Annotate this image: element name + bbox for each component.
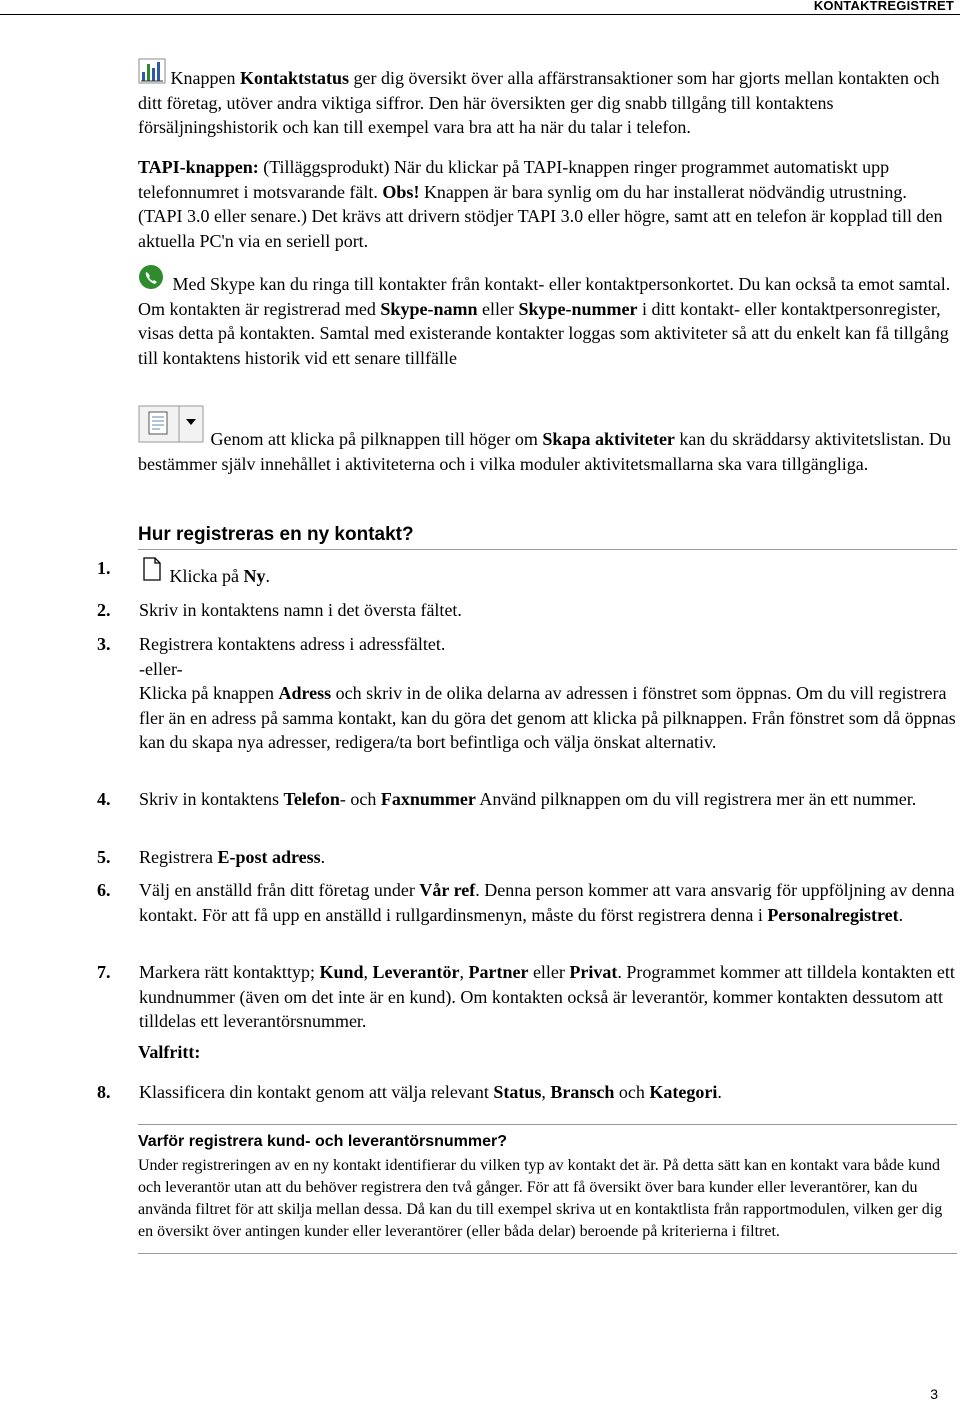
new-document-icon[interactable] [139, 556, 165, 589]
skype-namn: Skype-namn [380, 298, 478, 319]
step-6-t3: . [898, 904, 904, 925]
step-7-b1: Kund [319, 962, 364, 982]
skype-nummer: Skype-nummer [518, 298, 638, 319]
step-4-b2: Faxnummer [380, 789, 476, 809]
step-6-t1: Välj en anställd från ditt företag under [139, 880, 420, 900]
step-text [139, 960, 957, 1034]
aktiviteter-text1: Genom att klicka på pilknappen till höger om [210, 429, 543, 449]
step-4-b1: Telefon [283, 789, 340, 809]
note-box [138, 1124, 957, 1254]
skapa-aktiviteter: Skapa aktiviteter [542, 429, 675, 449]
step-1-t2: . [265, 566, 270, 586]
step-number: 6. [97, 880, 111, 900]
skype-paragraph [138, 264, 953, 370]
step-text [139, 845, 957, 870]
step-text [139, 787, 957, 812]
step-3-t3: och skriv in de olika delarna av adressen i fönstret som öppnas. Om du vill registrera fler än en adress på samma kontakt, kan du göra det genom att klicka på pilknappen. Från fönstret som då öppnas kan du skapa nya adresser, redigera/ta bort befintliga och välja önskat alternativ. [139, 683, 956, 752]
step-7-b4: Privat [569, 962, 618, 982]
step-8-t4: . [717, 1082, 722, 1102]
step-8-b1: Status [493, 1082, 542, 1102]
step-3-t2: Klicka på knappen [139, 683, 279, 703]
tapi-obs: Obs! [382, 181, 420, 202]
header-title: KONTAKTREGISTRET [813, 0, 954, 13]
step-text [139, 632, 957, 755]
step-3-eller: -eller- [139, 658, 183, 679]
step-8-b3: Kategori [649, 1082, 718, 1102]
step-7-t3: , [459, 962, 469, 982]
valfritt-label: Valfritt: [138, 1042, 201, 1062]
step-6-b1: Vår ref [419, 880, 476, 900]
step-8-t1: Klassificera din kontakt genom att välja relevant [139, 1082, 494, 1102]
step-1-t1: Klicka på [169, 566, 244, 586]
step-text [139, 556, 957, 589]
step-4-t1: Skriv in kontaktens [139, 789, 284, 809]
aktiviteter-paragraph [138, 405, 953, 476]
step-5-t2: . [320, 847, 326, 867]
step-number: 1. [97, 558, 111, 578]
step-number: 5. [97, 847, 111, 867]
step-number: 8. [97, 1082, 111, 1102]
step-number: 3. [97, 634, 111, 654]
kontaktstatus-bold: Kontaktstatus [239, 68, 350, 88]
skype-text2: eller [477, 298, 519, 319]
bar-chart-icon[interactable] [138, 58, 166, 91]
step-text [139, 878, 957, 927]
tapi-bold: TAPI-knappen: [138, 157, 259, 177]
note-text: Under registreringen av en ny kontakt identifierar du vilken typ av kontakt det är. På detta sätt kan en kontakt vara både kund och leverantör utan att du behöver registrera den två gånger. För att få översikt över bara kunder eller leverantörer, kan du använda filtret för att skilja mellan dessa. Då kan du till exempel skriva ut en kontaktlista från rapportmodulen, vilken ger dig en översikt över antingen kunder eller leverantörer (eller båda delar) beroende på kriterierna i filtret. [138, 1157, 943, 1240]
tapi-text2: Knappen är bara synlig om du har installerat nödvändig utrustning. (TAPI 3.0 eller senare.) Det krävs att drivern stödjer TAPI 3.0 eller högre, samt att en telefon är kopplad till den aktuella PC'n via en seriell port. [138, 181, 943, 251]
step-7-t1: Markera rätt kontakttyp; [139, 962, 320, 982]
step-7-b2: Leverantör [372, 962, 460, 982]
step-2-t1: Skriv in kontaktens namn i det översta fältet. [139, 600, 462, 620]
step-7-t2: , [363, 962, 373, 982]
aktiviteter-text2: kan du skräddarsy aktivitetslistan. Du bestämmer själv innehållet i aktiviteterna och i vilka moduler aktivitetsmallarna ska vara tillgängliga. [138, 429, 951, 474]
step-1-b1: Ny [243, 566, 266, 586]
step-number: 4. [97, 789, 111, 809]
step-text [139, 598, 957, 623]
step-text [139, 1080, 957, 1105]
step-8-t2: , [541, 1082, 551, 1102]
kontaktstatus-paragraph [138, 58, 953, 140]
document-dropdown-icon[interactable] [138, 405, 206, 452]
step-7-t4: eller [528, 962, 570, 982]
step-4-t3: Använd pilknappen om du vill registrera mer än ett nummer. [475, 789, 917, 809]
phone-icon[interactable] [138, 264, 168, 297]
step-7-t5: . Programmet kommer att tilldela kontakten ett kundnummer (även om det inte är en kund). Om kontakten också är leverantör, kommer kontakten dessutom att tilldelas ett leverantörsnummer. [139, 962, 955, 1031]
skype-text1: Med Skype kan du ringa till kontakter från kontakt- eller kontaktpersonkortet. Du kan också ta emot samtal. Om kontakten är registrerad med [138, 274, 951, 319]
step-number: 2. [97, 600, 111, 620]
step-4-t2: - och [339, 789, 381, 809]
tapi-text1: (Tilläggsprodukt) När du klickar på TAPI-knappen ringer programmet automatiskt upp telefonnumret i motsvarande fält. [138, 157, 890, 202]
step-6-b2: Personalregistret [767, 904, 899, 925]
step-number: 7. [97, 962, 111, 982]
step-5-b1: E-post adress [217, 847, 321, 867]
page-header [0, 0, 960, 15]
note-title: Varför registrera kund- och leverantörsnummer? [138, 1133, 507, 1150]
skype-text3: i ditt kontakt- eller kontaktpersonregister, visas detta på kontakten. Samtal med existerande kontakter loggas som aktiviteter så att du enkelt kan få tillgång till kontaktens historik vid ett senare tillfälle [138, 298, 949, 368]
page-number: 3 [930, 1386, 938, 1402]
kontaktstatus-post: ger dig översikt över alla affärstransaktioner som har gjorts mellan kontakten och ditt företag, utöver andra viktiga siffror. Den här översikten ger dig snabb tillgång till kontaktens försäljningshistorik och kan till exempel vara bra att ha när du talar i telefon. [138, 68, 940, 137]
step-6-t2: . Denna person kommer att vara ansvarig för uppföljning av denna kontakt. För att få upp en anställd i rullgardinsmenyn, måste du först registrera denna i [139, 880, 955, 925]
tapi-paragraph [138, 155, 953, 253]
step-3-b1: Adress [278, 683, 332, 703]
step-3-t1: Registrera kontaktens adress i adressfältet. [139, 634, 446, 654]
step-7-b3: Partner [468, 962, 529, 982]
section-title: Hur registreras en ny kontakt? [138, 523, 957, 550]
step-8-b2: Bransch [550, 1082, 615, 1102]
kontaktstatus-pre: Knappen [170, 68, 240, 88]
step-8-t3: och [614, 1082, 650, 1102]
step-5-t1: Registrera [139, 847, 218, 867]
